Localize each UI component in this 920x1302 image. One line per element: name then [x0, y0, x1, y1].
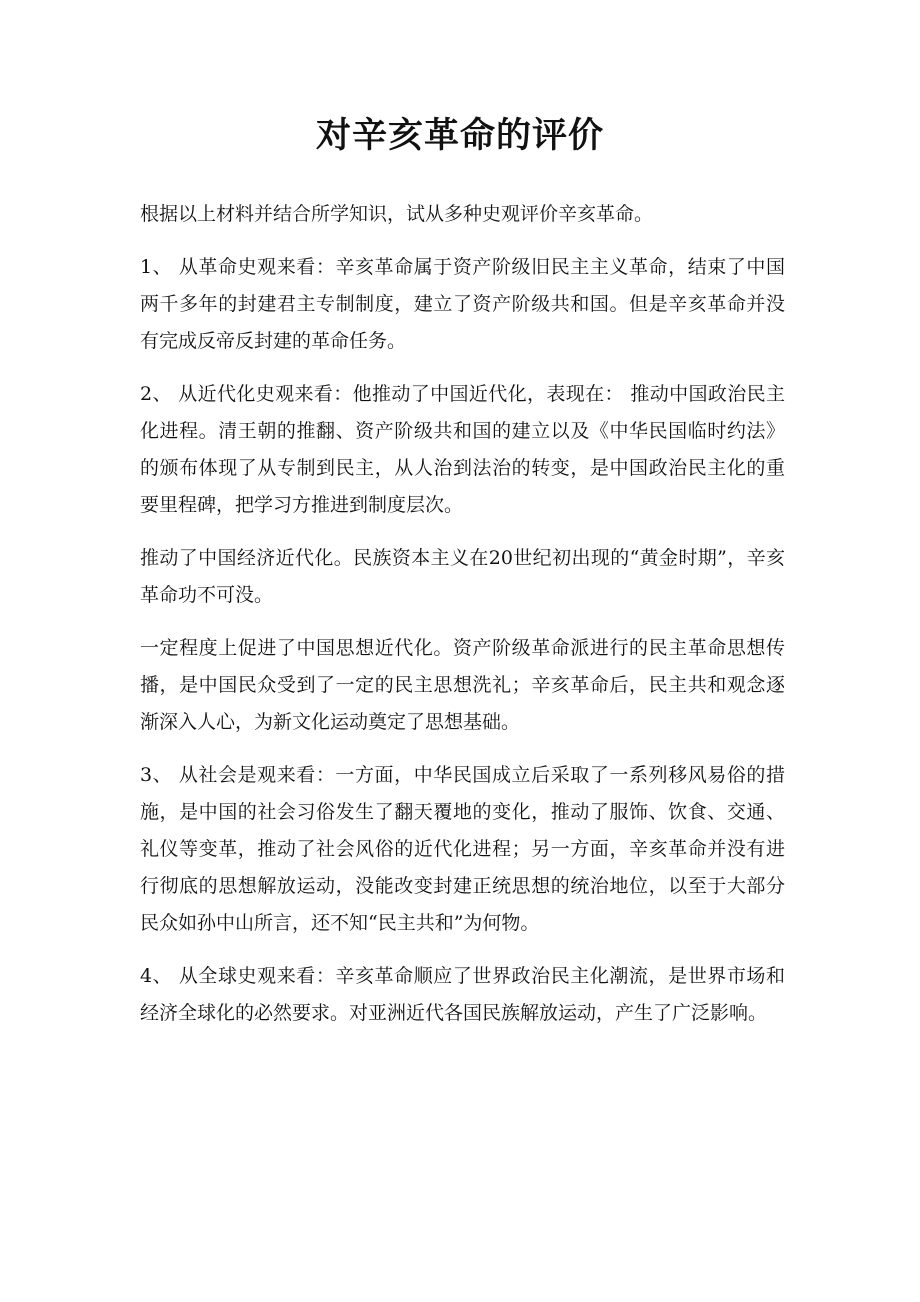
global-view-paragraph: 4、 从全球史观来看：辛亥革命顺应了世界政治民主化潮流，是世界市场和经济全球化的必然要求。对亚洲近代各国民族解放运动，产生了广泛影响。	[140, 965, 785, 1024]
revolution-view-paragraph: 1、 从革命史观来看：辛亥革命属于资产阶级旧民主主义革命，结束了中国两千多年的封建君主专制制度，建立了资产阶级共和国。但是辛亥革命并没有完成反帝反封建的革命任务。	[140, 256, 785, 352]
document-body	[140, 196, 785, 1048]
page-title: 对辛亥革命的评价	[315, 115, 604, 156]
social-view-paragraph: 3、 从社会是观来看：一方面，中华民国成立后采取了一系列移风易俗的措施，是中国的社会习俗发生了翻天覆地的变化，推动了服饰、饮食、交通、礼仪等变革，推动了社会风俗的近代化进程；另一方面，辛亥革命并没有进行彻底的思想解放运动，没能改变封建正统思想的统治地位，以至于大部分民众如孙中山所言，还不知“民主共和”为何物。	[140, 764, 785, 934]
intro-paragraph: 根据以上材料并结合所学知识，试从多种史观评价辛亥革命。	[140, 203, 654, 225]
thought-modernization-paragraph: 一定程度上促进了中国思想近代化。资产阶级革命派进行的民主革命思想传播，是中国民众受到了一定的民主思想洗礼；辛亥革命后，民主共和观念逐渐深入人心，为新文化运动奠定了思想基础。	[140, 637, 785, 733]
modernization-view-paragraph: 2、 从近代化史观来看：他推动了中国近代化，表现在： 推动中国政治民主化进程。清王朝的推翻、资产阶级共和国的建立以及《中华民国临时约法》的颁布体现了从专制到民主，从人治到法治的转变，是中国政治民主化的重要里程碑，把学习方推进到制度层次。	[140, 383, 785, 516]
economic-modernization-paragraph: 推动了中国经济近代化。民族资本主义在20世纪初出现的“黄金时期”，辛亥革命功不可没。	[140, 547, 785, 606]
